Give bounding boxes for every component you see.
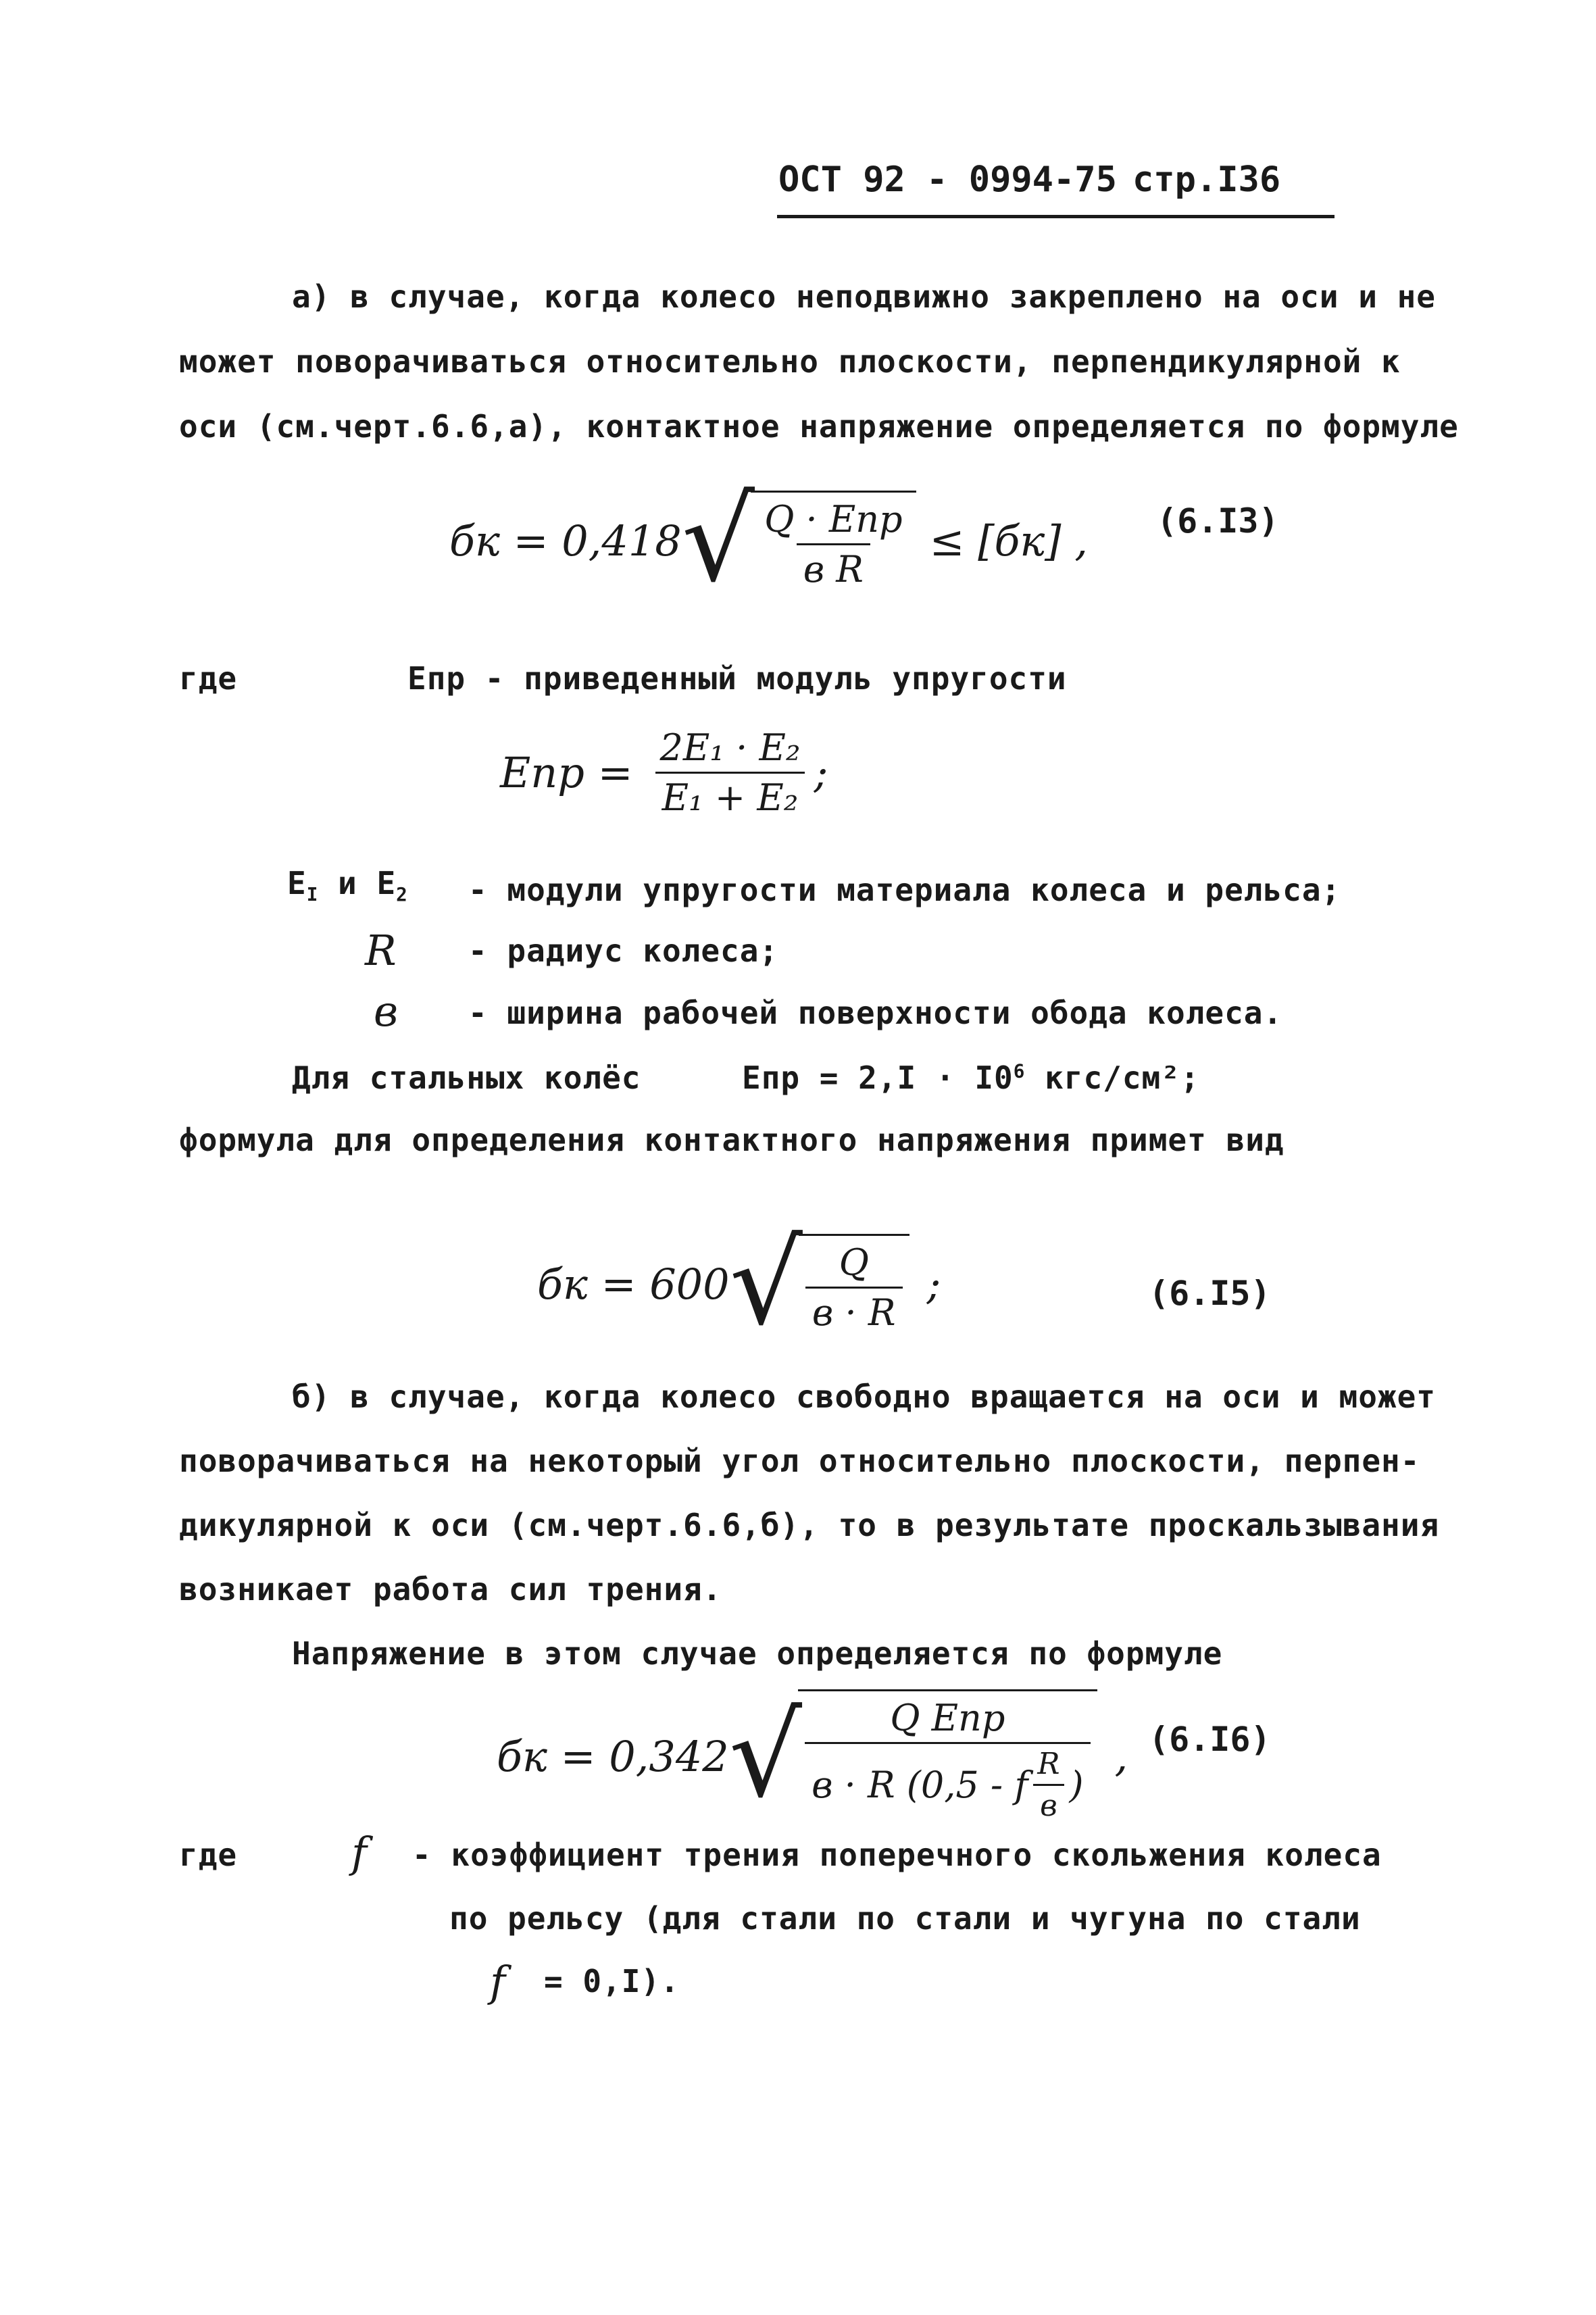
formula-6-15 [537, 1217, 941, 1351]
formula-6-13-label: (6.I3) [1157, 501, 1279, 541]
stress-line: Напряжение в этом случае определяется по формуле [292, 1635, 1223, 1672]
formula-epr-numerator: 2E₁ · E₂ [659, 726, 801, 769]
where-epr-text: Eпр - приведенный модуль упругости [407, 660, 1067, 697]
formula-epr [500, 726, 828, 819]
formula-6-15-fraction [805, 1241, 903, 1334]
header-rule [777, 215, 1335, 218]
formula-6-16-denominator: в · R (0,5 - f $\frac{R}{в}$ ) [805, 1742, 1090, 1823]
formula-6-16-tail: , [1114, 1731, 1128, 1781]
where-f-last-value: = 0,I). [544, 1963, 680, 1999]
para-b-line-3: дикулярной к оси (см.черт.6.6,б), то в результате проскальзывания [179, 1507, 1440, 1543]
formula-6-13-lhs: бк = 0,418 [449, 516, 682, 566]
steel-wheels-value: Eпр = $2,I \cdot I0^6$ кгс/см²; [742, 1060, 1200, 1096]
para-b-line-1: б) в случае, когда колесо свободно вращается на оси и может [292, 1378, 1436, 1415]
formula-6-16-inner-fraction: $\frac{R}{в}$ [1030, 1747, 1066, 1823]
where-f-last-symbol: f [490, 1957, 505, 2006]
def-e1-e2-text: - модули упругости материала колеса и рельса; [468, 872, 1341, 908]
formula-6-13-denominator: в R [797, 543, 870, 591]
formula-6-16 [497, 1689, 1128, 1823]
where-label-1: где [179, 660, 238, 697]
formula-6-13-numerator: Q · Eпр [764, 498, 903, 541]
formula-6-16-numerator: Q Eпр [890, 1697, 1005, 1739]
formula-epr-tail: ; [814, 748, 828, 797]
formula-6-16-lhs: бк = 0,342 [497, 1731, 729, 1781]
where-label-2: где [179, 1837, 238, 1873]
formula-epr-fraction [653, 726, 807, 819]
def-e1-e2: $E_I$ и $E_2$ [287, 865, 408, 906]
sqrt-sign: √ $\frac{\text{Q · Eпр}}{\text{в R}}$ [682, 483, 916, 598]
formula-6-15-label: (6.I5) [1149, 1274, 1271, 1313]
def-b-text: - ширина рабочей поверхности обода колеса. [468, 995, 1283, 1031]
formula-epr-lhs: Eпр = [500, 748, 633, 797]
para-a-line-2: может поворачиваться относительно плоскости, перпендикулярной к [179, 343, 1401, 380]
def-r-text: - радиус колеса; [468, 932, 779, 969]
formula-6-13-rhs: ≤ [бк] , [929, 516, 1088, 566]
formula-6-15-numerator: Q [839, 1241, 869, 1284]
formula-6-15-lhs: бк = 600 [537, 1259, 730, 1309]
where-f-line-1: - коэффициент трения поперечного скольжения колеса [412, 1837, 1382, 1873]
formula-6-13-fraction [757, 498, 909, 591]
page-number: стр.I36 [1132, 159, 1281, 200]
formula-epr-denominator: E₁ + E₂ [655, 772, 805, 819]
para-b-line-2: поворачиваться на некоторый угол относительно плоскости, перпен- [179, 1443, 1420, 1479]
formula-6-16-label: (6.I6) [1149, 1720, 1271, 1759]
def-r-symbol: R [365, 926, 397, 975]
document-code: ОСТ 92 - 0994-75 [778, 159, 1117, 200]
sqrt-sign: √ $\frac{Q}{в \cdot R}$ [730, 1226, 909, 1341]
steel-wheels-text: Для стальных колёс [292, 1060, 641, 1096]
para-a-line-3: оси (см.черт.6.6,а), контактное напряжение определяется по формуле [179, 408, 1459, 445]
para-b-line-4: возникает работа сил трения. [179, 1571, 722, 1608]
formula-6-13 [449, 474, 1088, 607]
formula-6-16-fraction [805, 1697, 1090, 1823]
para-a-line-1: а) в случае, когда колесо неподвижно закреплено на оси и не [292, 278, 1436, 315]
where-f-line-2: по рельсу (для стали по стали и чугуна по стали [449, 1900, 1361, 1937]
formula-intro: формула для определения контактного напряжения примет вид [179, 1122, 1285, 1158]
formula-6-15-tail: ; [926, 1259, 941, 1309]
where-f-symbol: f [351, 1828, 367, 1877]
formula-6-15-denominator: в · R [805, 1287, 903, 1334]
def-b-symbol: в [374, 987, 399, 1036]
sqrt-sign: √ Q Eпр в · R (0,5 - f $\frac{R}{в}$ ) [729, 1689, 1097, 1823]
